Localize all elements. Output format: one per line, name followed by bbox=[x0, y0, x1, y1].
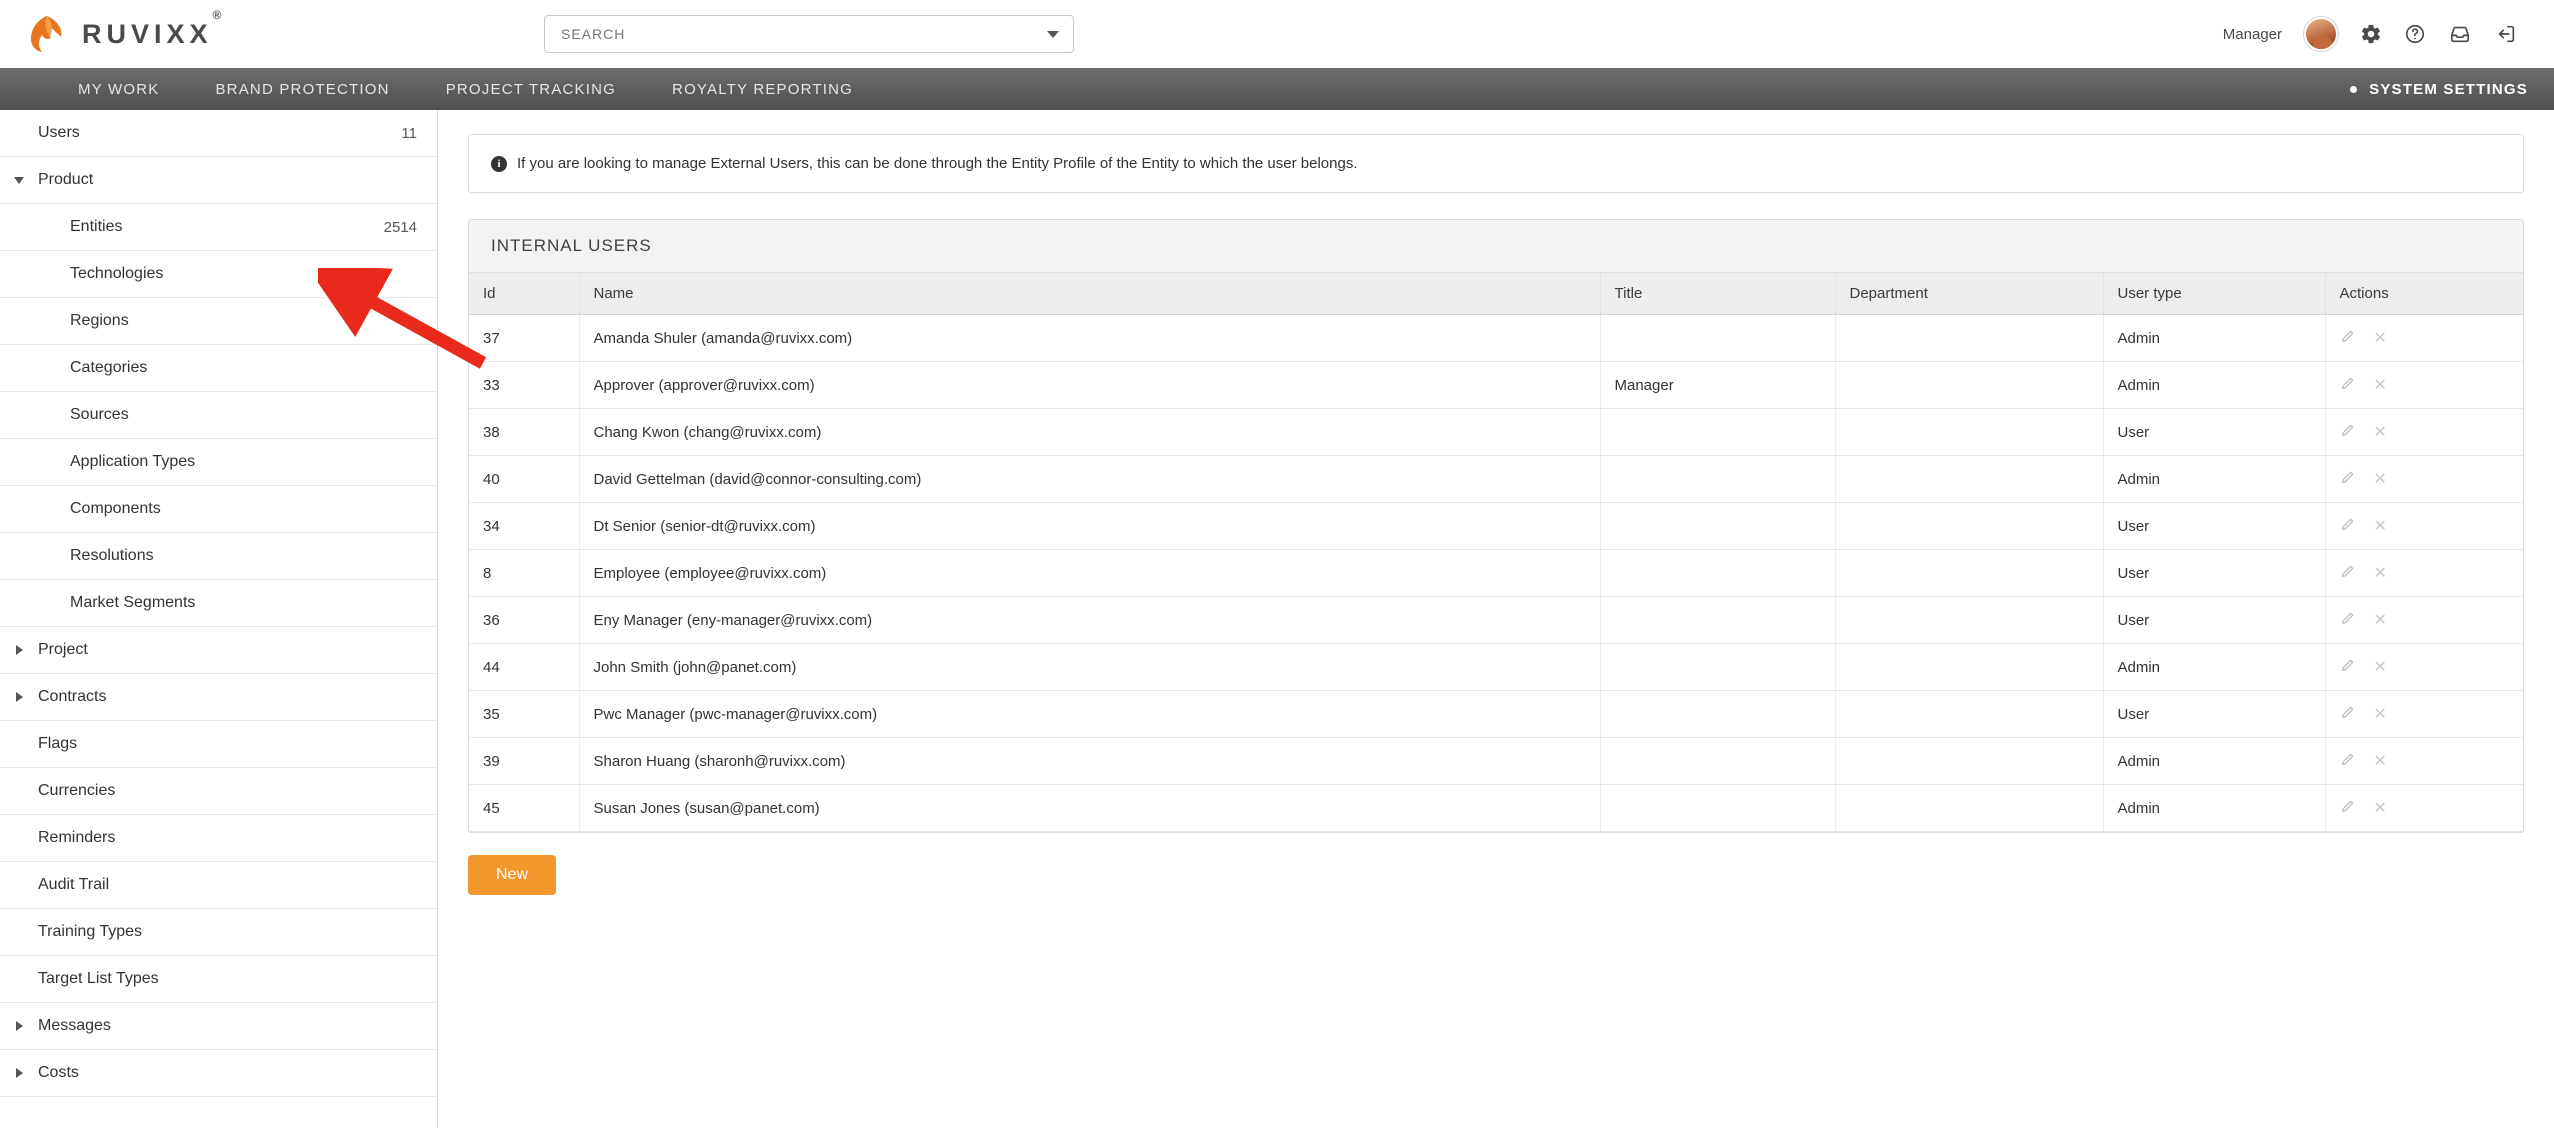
cell-name: Amanda Shuler (amanda@ruvixx.com) bbox=[579, 315, 1600, 362]
chevron-right-icon[interactable] bbox=[12, 1066, 26, 1080]
cell-department bbox=[1835, 362, 2103, 409]
sidebar-item-contracts[interactable] bbox=[0, 674, 437, 721]
cell-actions bbox=[2325, 738, 2523, 785]
delete-icon[interactable]: ✕ bbox=[2373, 612, 2387, 629]
edit-icon[interactable] bbox=[2340, 563, 2356, 583]
cell-name: Sharon Huang (sharonh@ruvixx.com) bbox=[579, 738, 1600, 785]
cell-user-type: User bbox=[2103, 409, 2325, 456]
brand-name-text: RUVIXX bbox=[82, 18, 213, 49]
sidebar-item-product[interactable] bbox=[0, 157, 437, 204]
nav-item-project-tracking[interactable]: PROJECT TRACKING bbox=[445, 80, 617, 98]
help-icon[interactable] bbox=[2404, 23, 2426, 45]
cell-name: John Smith (john@panet.com) bbox=[579, 644, 1600, 691]
cell-title bbox=[1600, 456, 1835, 503]
delete-icon[interactable]: ✕ bbox=[2373, 518, 2387, 535]
search-box[interactable] bbox=[544, 15, 1074, 53]
cell-name: Chang Kwon (chang@ruvixx.com) bbox=[579, 409, 1600, 456]
cell-title bbox=[1600, 409, 1835, 456]
edit-icon[interactable] bbox=[2340, 375, 2356, 395]
info-icon: i bbox=[491, 156, 507, 172]
table-row[interactable] bbox=[469, 456, 2523, 503]
cell-title: Manager bbox=[1600, 362, 1835, 409]
edit-icon[interactable] bbox=[2340, 798, 2356, 818]
edit-icon[interactable] bbox=[2340, 610, 2356, 630]
main-nav bbox=[0, 68, 2554, 110]
cell-id: 36 bbox=[469, 597, 579, 644]
inbox-icon[interactable] bbox=[2448, 23, 2472, 45]
nav-item-royalty-reporting[interactable]: ROYALTY REPORTING bbox=[672, 80, 854, 98]
cell-id: 37 bbox=[469, 315, 579, 362]
sidebar-item-label: Regions bbox=[70, 312, 129, 329]
sidebar-item-label: Users bbox=[38, 124, 80, 141]
cell-name: Eny Manager (eny-manager@ruvixx.com) bbox=[579, 597, 1600, 644]
sidebar-item-resolutions[interactable] bbox=[0, 533, 437, 580]
sidebar-item-application-types[interactable] bbox=[0, 439, 437, 486]
cell-user-type: User bbox=[2103, 691, 2325, 738]
sidebar-item-target-list-types[interactable] bbox=[0, 956, 437, 1003]
ruvixx-logo-icon bbox=[26, 13, 68, 55]
top-right-controls bbox=[2223, 17, 2528, 51]
cell-name: Approver (approver@ruvixx.com) bbox=[579, 362, 1600, 409]
cell-id: 45 bbox=[469, 785, 579, 832]
cell-name: Pwc Manager (pwc-manager@ruvixx.com) bbox=[579, 691, 1600, 738]
delete-icon[interactable]: ✕ bbox=[2373, 565, 2387, 582]
delete-icon[interactable]: ✕ bbox=[2373, 377, 2387, 394]
sidebar-item-messages[interactable] bbox=[0, 1003, 437, 1050]
delete-icon[interactable]: ✕ bbox=[2373, 706, 2387, 723]
chevron-down-icon[interactable] bbox=[12, 173, 26, 187]
sidebar-item-entities[interactable] bbox=[0, 204, 437, 251]
delete-icon[interactable]: ✕ bbox=[2373, 330, 2387, 347]
column-header-department[interactable]: Department bbox=[1835, 273, 2103, 315]
sidebar-item-label: Entities bbox=[70, 218, 123, 235]
column-header-title[interactable]: Title bbox=[1600, 273, 1835, 315]
sidebar-item-label: Training Types bbox=[38, 923, 143, 940]
table-row[interactable] bbox=[469, 644, 2523, 691]
page-body bbox=[0, 110, 2554, 1128]
sidebar-item-components[interactable] bbox=[0, 486, 437, 533]
sidebar-item-sources[interactable] bbox=[0, 392, 437, 439]
edit-icon[interactable] bbox=[2340, 469, 2356, 489]
system-settings-label: SYSTEM SETTINGS bbox=[2369, 80, 2528, 98]
cell-title bbox=[1600, 597, 1835, 644]
panel-title: INTERNAL USERS bbox=[469, 220, 2523, 273]
delete-icon[interactable]: ✕ bbox=[2373, 753, 2387, 770]
cell-id: 34 bbox=[469, 503, 579, 550]
chevron-right-icon[interactable] bbox=[12, 690, 26, 704]
cell-department bbox=[1835, 597, 2103, 644]
cell-department bbox=[1835, 691, 2103, 738]
cell-actions bbox=[2325, 785, 2523, 832]
cell-name: Employee (employee@ruvixx.com) bbox=[579, 550, 1600, 597]
search-input[interactable] bbox=[559, 25, 1039, 43]
cell-actions bbox=[2325, 362, 2523, 409]
chevron-right-icon[interactable] bbox=[12, 1019, 26, 1033]
sidebar-item-technologies[interactable] bbox=[0, 251, 437, 298]
chevron-right-icon[interactable] bbox=[12, 643, 26, 657]
info-banner bbox=[468, 134, 2524, 193]
cell-actions bbox=[2325, 644, 2523, 691]
cell-user-type: Admin bbox=[2103, 785, 2325, 832]
sidebar-item-label: Costs bbox=[38, 1064, 79, 1081]
chevron-down-icon[interactable] bbox=[1047, 31, 1059, 38]
sidebar-item-label: Reminders bbox=[38, 829, 116, 846]
table-row[interactable] bbox=[469, 315, 2523, 362]
column-header-id[interactable]: Id bbox=[469, 273, 579, 315]
delete-icon[interactable]: ✕ bbox=[2373, 800, 2387, 817]
sidebar-item-label: Messages bbox=[38, 1017, 111, 1034]
cell-department bbox=[1835, 409, 2103, 456]
edit-icon[interactable] bbox=[2340, 328, 2356, 348]
active-dot-icon bbox=[2350, 86, 2357, 93]
table-row[interactable] bbox=[469, 503, 2523, 550]
cell-id: 38 bbox=[469, 409, 579, 456]
sidebar-item-label: Audit Trail bbox=[38, 876, 110, 893]
sidebar-item-label: Product bbox=[38, 171, 94, 188]
info-banner-text: If you are looking to manage External Users, this can be done through the Entity Profile of the Entity to which the user belongs. bbox=[517, 155, 1358, 172]
table-row[interactable] bbox=[469, 738, 2523, 785]
cell-id: 40 bbox=[469, 456, 579, 503]
cell-actions bbox=[2325, 550, 2523, 597]
table-row[interactable] bbox=[469, 362, 2523, 409]
sidebar-item-label: Market Segments bbox=[70, 594, 196, 611]
cell-id: 35 bbox=[469, 691, 579, 738]
sidebar-item-categories[interactable] bbox=[0, 345, 437, 392]
brand-reg-mark: ® bbox=[212, 7, 222, 22]
cell-department bbox=[1835, 644, 2103, 691]
internal-users-table bbox=[469, 273, 2523, 832]
edit-icon[interactable] bbox=[2340, 657, 2356, 677]
column-header-name[interactable]: Name bbox=[579, 273, 1600, 315]
edit-icon[interactable] bbox=[2340, 704, 2356, 724]
delete-icon[interactable]: ✕ bbox=[2373, 659, 2387, 676]
main-content bbox=[438, 110, 2554, 1128]
cell-title bbox=[1600, 738, 1835, 785]
cell-actions bbox=[2325, 409, 2523, 456]
table-row[interactable] bbox=[469, 785, 2523, 832]
cell-department bbox=[1835, 785, 2103, 832]
cell-title bbox=[1600, 785, 1835, 832]
sidebar bbox=[0, 110, 438, 1128]
table-header-row bbox=[469, 273, 2523, 315]
brand-logo[interactable] bbox=[26, 7, 456, 55]
cell-name: David Gettelman (david@connor-consulting.com) bbox=[579, 456, 1600, 503]
new-user-button[interactable]: New bbox=[468, 855, 556, 895]
delete-icon[interactable]: ✕ bbox=[2373, 471, 2387, 488]
internal-users-panel bbox=[468, 219, 2524, 833]
sidebar-item-label: Components bbox=[70, 500, 161, 517]
sidebar-item-label: Sources bbox=[70, 406, 129, 423]
cell-user-type: User bbox=[2103, 550, 2325, 597]
cell-name: Susan Jones (susan@panet.com) bbox=[579, 785, 1600, 832]
cell-department bbox=[1835, 503, 2103, 550]
column-header-actions: Actions bbox=[2325, 273, 2523, 315]
sidebar-item-label: Project bbox=[38, 641, 88, 658]
cell-actions bbox=[2325, 597, 2523, 644]
user-name-label: Manager bbox=[2222, 25, 2282, 43]
cell-user-type: User bbox=[2103, 503, 2325, 550]
sidebar-item-label: Technologies bbox=[70, 265, 164, 282]
cell-title bbox=[1600, 550, 1835, 597]
cell-id: 8 bbox=[469, 550, 579, 597]
cell-user-type: User bbox=[2103, 597, 2325, 644]
gear-icon[interactable] bbox=[2360, 23, 2382, 45]
delete-icon[interactable]: ✕ bbox=[2373, 424, 2387, 441]
cell-id: 39 bbox=[469, 738, 579, 785]
cell-title bbox=[1600, 644, 1835, 691]
edit-icon[interactable] bbox=[2340, 422, 2356, 442]
column-header-user-type[interactable]: User type bbox=[2103, 273, 2325, 315]
cell-user-type: Admin bbox=[2103, 644, 2325, 691]
avatar[interactable] bbox=[2304, 17, 2338, 51]
sidebar-item-label: Target List Types bbox=[38, 970, 159, 987]
logout-icon[interactable] bbox=[2494, 23, 2518, 45]
sidebar-item-training-types[interactable] bbox=[0, 909, 437, 956]
cell-department bbox=[1835, 315, 2103, 362]
cell-title bbox=[1600, 691, 1835, 738]
sidebar-item-label: Categories bbox=[70, 359, 148, 376]
sidebar-item-currencies[interactable] bbox=[0, 768, 437, 815]
top-bar bbox=[0, 0, 2554, 68]
sidebar-item-label: Application Types bbox=[70, 453, 196, 470]
table-row[interactable] bbox=[469, 409, 2523, 456]
edit-icon[interactable] bbox=[2340, 516, 2356, 536]
cell-user-type: Admin bbox=[2103, 456, 2325, 503]
sidebar-item-project[interactable] bbox=[0, 627, 437, 674]
cell-id: 33 bbox=[469, 362, 579, 409]
cell-actions bbox=[2325, 503, 2523, 550]
table-row[interactable] bbox=[469, 550, 2523, 597]
nav-item-my-work[interactable]: MY WORK bbox=[78, 80, 160, 98]
cell-user-type: Admin bbox=[2103, 362, 2325, 409]
cell-department bbox=[1835, 738, 2103, 785]
cell-name: Dt Senior (senior-dt@ruvixx.com) bbox=[579, 503, 1600, 550]
cell-actions bbox=[2325, 691, 2523, 738]
cell-actions bbox=[2325, 456, 2523, 503]
cell-department bbox=[1835, 550, 2103, 597]
cell-title bbox=[1600, 503, 1835, 550]
sidebar-item-count: 2514 bbox=[383, 218, 417, 236]
sidebar-item-users[interactable] bbox=[0, 110, 437, 157]
sidebar-item-market-segments[interactable] bbox=[0, 580, 437, 627]
sidebar-item-count: 11 bbox=[401, 124, 417, 142]
sidebar-item-flags[interactable] bbox=[0, 721, 437, 768]
brand-name bbox=[82, 7, 222, 50]
sidebar-item-reminders[interactable] bbox=[0, 815, 437, 862]
table-row[interactable] bbox=[469, 691, 2523, 738]
cell-id: 44 bbox=[469, 644, 579, 691]
nav-item-brand-protection[interactable]: BRAND PROTECTION bbox=[215, 80, 390, 98]
sidebar-item-costs[interactable] bbox=[0, 1050, 437, 1097]
sidebar-item-regions[interactable] bbox=[0, 298, 437, 345]
cell-department bbox=[1835, 456, 2103, 503]
sidebar-item-audit-trail[interactable] bbox=[0, 862, 437, 909]
cell-user-type: Admin bbox=[2103, 738, 2325, 785]
sidebar-item-label: Currencies bbox=[38, 782, 116, 799]
nav-item-system-settings[interactable] bbox=[2350, 81, 2554, 98]
sidebar-item-label: Resolutions bbox=[70, 547, 154, 564]
cell-user-type: Admin bbox=[2103, 315, 2325, 362]
cell-actions bbox=[2325, 315, 2523, 362]
sidebar-item-label: Contracts bbox=[38, 688, 107, 705]
sidebar-item-label: Flags bbox=[38, 735, 78, 752]
table-row[interactable] bbox=[469, 597, 2523, 644]
cell-title bbox=[1600, 315, 1835, 362]
edit-icon[interactable] bbox=[2340, 751, 2356, 771]
